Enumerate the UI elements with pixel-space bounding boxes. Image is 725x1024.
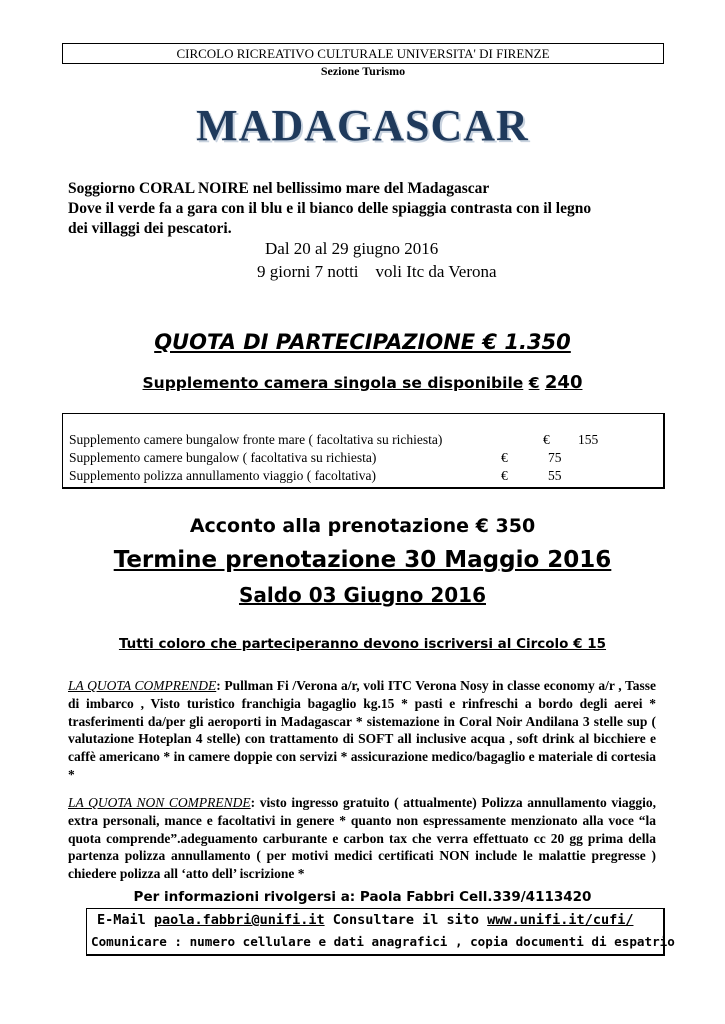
deposit-info: Acconto alla prenotazione € 350 xyxy=(189,515,536,537)
single-supplement-label: Supplemento camera singola se disponibile xyxy=(142,374,524,392)
membership-note: Tutti coloro che parteciperanno devono iscriversi al Circolo € 15 xyxy=(118,636,607,652)
organization-header xyxy=(62,43,664,64)
supplement-row xyxy=(69,450,562,466)
supplement-amount: 75 xyxy=(548,450,562,465)
balance-date: Saldo 03 Giugno 2016 xyxy=(238,583,486,607)
email-link[interactable]: paola.fabbri@unifi.it xyxy=(153,912,325,928)
excludes-label: LA QUOTA NON COMPRENDE xyxy=(68,795,251,810)
page-title: MADAGASCAR xyxy=(196,101,529,150)
intro-line-1: Soggiorno CORAL NOIRE nel bellissimo mare del Madagascar xyxy=(68,180,490,197)
organization-name: CIRCOLO RICREATIVO CULTURALE UNIVERSITA' DI FIRENZE xyxy=(176,46,550,61)
includes-label: LA QUOTA COMPRENDE xyxy=(68,678,217,693)
supplement-amount: 55 xyxy=(548,468,562,483)
intro-line-2: Dove il verde fa a gara con il blu e il bianco delle spiaggia contrasta con il legno xyxy=(68,200,592,217)
travel-dates: Dal 20 al 29 giugno 2016 xyxy=(265,239,439,258)
travel-duration: 9 giorni 7 notti voli Itc da Verona xyxy=(257,262,497,281)
booking-deadline: Termine prenotazione 30 Maggio 2016 xyxy=(113,547,612,573)
site-prefix: Consultare il sito xyxy=(324,912,488,928)
participation-price: QUOTA DI PARTECIPAZIONE € 1.350 xyxy=(154,330,571,354)
supplement-amount: 155 xyxy=(578,432,599,447)
supplement-currency: € xyxy=(501,450,508,465)
intro-line-3: dei villaggi dei pescatori. xyxy=(68,220,232,237)
supplement-label: Supplemento camere bungalow fronte mare ( facoltativa su richiesta) xyxy=(69,432,443,447)
section-name: Sezione Turismo xyxy=(320,64,406,78)
supplement-currency: € xyxy=(543,432,550,447)
email-prefix: E-Mail xyxy=(97,912,154,928)
contact-info: Per informazioni rivolgersi a: Paola Fabbri Cell.339/4113420 xyxy=(133,889,592,905)
supplement-label: Supplemento polizza annullamento viaggio ( facoltativa) xyxy=(69,468,377,483)
contact-box xyxy=(86,908,675,956)
supplements-box xyxy=(62,413,665,489)
single-room-supplement xyxy=(0,372,725,393)
excludes-paragraph xyxy=(68,794,656,883)
includes-paragraph xyxy=(68,677,656,784)
website-link[interactable]: www.unifi.it/cufi/ xyxy=(487,912,634,928)
email-line xyxy=(97,912,633,928)
includes-text: : Pullman Fi /Verona a/r, voli ITC Verona Nosy in classe economy a/r , Tasse di imbarco , Visto turistico franchigia bagaglio kg.15 * pasti e rinfreschi a bordo degli aerei * trasferimenti da/per gli aeroporti in Madagascar * sistemazione in Coral Noir Andilana 3 stelle sup ( valutazione Hoteplan 4 stelle) con trattamento di SOFT all inclusive acqua , soft drink al bicchiere e caffè americano * in camere doppie con servizi * assicurazione medico/bagaglio e materiale di cortesia * xyxy=(68,678,656,782)
registration-instructions: Comunicare : numero cellulare e dati anagrafici , copia documenti di espatrio xyxy=(91,934,675,949)
excludes-text: : visto ingresso gratuito ( attualmente) Polizza annullamento viaggio, extra personali, mance e facoltativi in genere * quanto non espressamente menzionato alla voce “la quota comprende”.adeguamento carburante e carbon tax che verra effettuato cc 20 gg prima della partenza polizza annullamento ( per motivi medici certificati NON include le malattie pregresse ) chiedere polizza all ‘atto dell’ iscrizione * xyxy=(68,795,657,882)
supplement-label: Supplemento camere bungalow ( facoltativa su richiesta) xyxy=(69,450,377,465)
supplement-currency: € xyxy=(501,468,508,483)
single-supplement-currency: € xyxy=(528,374,540,392)
supplement-row xyxy=(69,468,562,484)
single-supplement-amount: 240 xyxy=(544,372,583,393)
supplement-row xyxy=(69,432,599,448)
